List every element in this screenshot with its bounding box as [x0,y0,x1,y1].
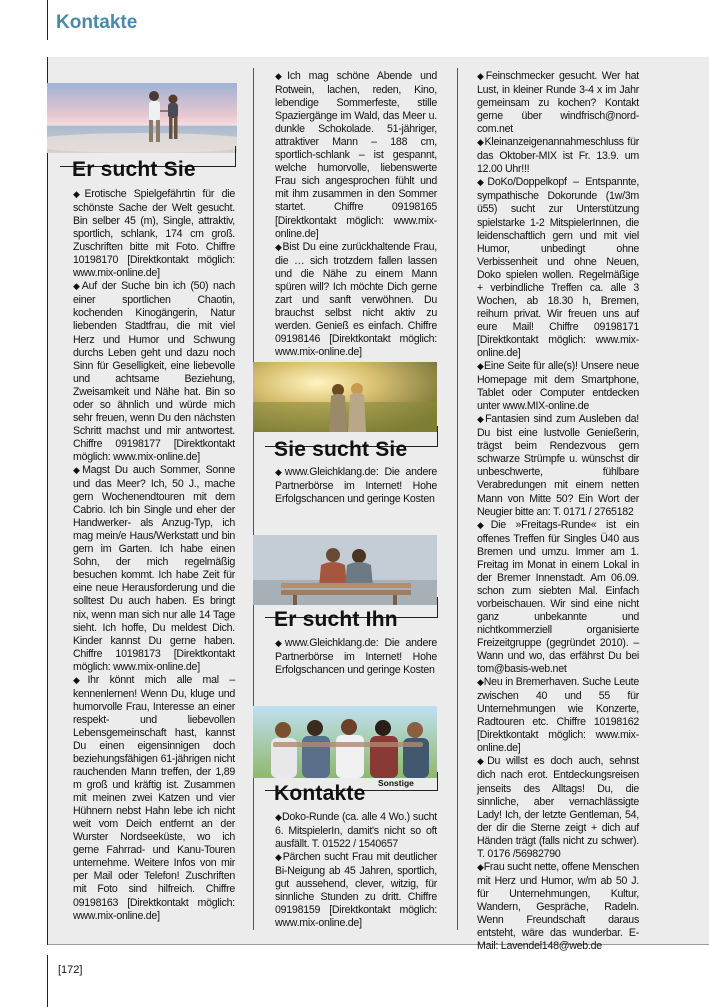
bullet-icon: ◆ [477,862,484,873]
bullet-icon: ◆ [275,853,283,864]
bullet-icon: ◆ [477,757,488,768]
ad-item: ◆Eine Seite für alle(s)! Unsere neue Homepage mit dem Smartphone, Tablet oder Computer entdecken unter www.MIX-online.de [477,360,639,413]
ad-item: ◆Frau sucht nette, offene Menschen mit Herz und Humor, w/m ab 50 J. für Unternehmungen, Kultur, Wandern, Gespräche, Radeln. Wenn Freundschaft daraus entsteht, wäre das wunderbar. E-Mail: Lavendel148@web.de [477,860,639,953]
bullet-icon: ◆ [477,520,491,531]
bullet-icon: ◆ [275,242,283,253]
bullet-icon: ◆ [73,282,82,293]
friends-group-photo [253,706,437,778]
column-3-ads [477,70,639,953]
bullet-icon: ◆ [275,468,285,478]
column-2-ihn-ads [275,637,437,677]
ad-item: ◆Doko-Runde (ca. alle 4 Wo.) sucht 6. MitspielerIn, damit's nicht so oft ausfällt. T. 01522 / 1540657 [275,811,437,851]
bullet-icon: ◆ [73,675,88,686]
bullet-icon: ◆ [275,813,282,823]
ad-item: ◆Neu in Bremerhaven. Suche Leute zwischen 40 und 55 für Unternehmungen wie Konzerte, Radtouren etc. Chiffre 10198162 [Direktkontakt möglich: www.mix-online.de] [477,676,639,755]
ad-item: ◆Magst Du auch Sommer, Sonne und das Meer? Ich, 50 J., mache gern Wochenendtouren mit dem Cabrio. Ich bin Single und eher der Handwerker- als Anzug-Typ, ich mag mein/e Haus/Werkstatt und bin gern im Garten. Ich habe einen Sohn, der mich regelmäßig besuchen kommt. Ich habe Zeit für eine neue Herausforderung und die solltest Du auch haben. Es bringt nix, wenn man sich nur alle 14 Tage sieht. Ich hoffe, Du meldest Dich. Kinder kannst Du gerne haben. Chiffre 10198173 [Direktkontakt möglich: www.mix-online.de] [73,463,236,673]
couple-beach-photo [47,83,237,153]
two-women-field-photo [253,362,437,432]
ad-item: ◆Kleinanzeigenannahmeschluss für das Oktober-MIX ist Fr. 13.9. um 12.00 Uhr!!! [477,136,639,176]
margin-rule-bottom [47,955,48,1007]
ad-item: ◆Auf der Suche bin ich (50) nach einer sportlichen Chaotin, kochenden Kinogängerin, Natur liebenden Stadtfrau, die mit viel Herz und Humor und Schwung durchs Leben geht und dazu noch Sinn für Geselligkeit, eine liebevolle und achtsame Beziehung, Zweisamkeit und Nähe hat. Bin so oder so ähnlich und würde mich sehr freuen, wenn Du den nächsten Schritt machst und mir antwortest. Chiffre 09198177 [Direktkontakt möglich: www.mix-online.de] [73,280,236,463]
ad-item: ◆Die »Freitags-Runde« ist ein offenes Treffen für Singles Ü40 aus Bremen und umzu. Immer am 1. Freitag im Monat in einem Lokal in der Bremer Innenstadt. Am 06.09. schon zum siebten Mal. Einfach vorbeischauen. Wir sind eine nicht ganz unbekannte und nichtkommerziell organisierte Freizeitgruppe (gegründet 2010). – Wann und wo, das erfährst Du bei tom@basis-web.net [477,518,639,676]
ad-item: ◆Ich mag schöne Abende und Rotwein, lachen, reden, Kino, lebendige Sommerfeste, stille Spaziergänge im Wald, das Meer u. dunkle Schokolade. 51-jähriger, attraktiver Mann – 188 cm, sportlich-schlank – ist gespannt, welche humorvolle, liebenswerte Frau sich angesprochen fühlt und mit ihm zusammen in den Sommer startet. Chiffre 09198165 [Direktkontakt möglich: www.mix-online.de] [275,70,438,240]
ad-item: ◆www.Gleichklang.de: Die andere Partnerbörse im Internet! Hohe Erfolgschancen und geringe Kosten [275,637,438,677]
bullet-icon: ◆ [73,190,85,200]
bullet-icon: ◆ [477,415,486,426]
bullet-icon: ◆ [73,465,83,476]
column-divider-1 [253,68,254,930]
bullet-icon: ◆ [477,362,485,373]
column-2-sie-ads [275,466,437,506]
section-heading-sie-sucht-sie: Sie sucht Sie [274,438,408,461]
column-2-kontakte-ads [275,811,437,930]
ad-item: ◆www.Gleichklang.de: Die andere Partnerbörse im Internet! Hohe Erfolgschancen und geringe Kosten [275,466,438,506]
bullet-icon: ◆ [275,72,288,82]
bullet-icon: ◆ [477,138,485,149]
ad-item: ◆DoKo/Doppelkopf – Entspannte, sympathische Dokorunde (1w/3m ü55) sucht zur Unterstützung spielstarke 1-2 MitspielerInnen, die leidenschaftlich gern und mit viel Humor, unbedingt ohne Verbissenheit und ohne Neuen, Doko spielen wollen. Regelmäßige + verbindliche Treffen ca. alle 3 Wochen, ab 18.30 h, Bremen, reihum privat. Wir freuen uns auf eure Mail! Chiffre 09198171 [Direktkontakt möglich: www.mix-online.de] [477,176,640,359]
ad-item: ◆Erotische Spielgefährtin für die schönste Sache der Welt gesucht. Bin selber 45 (m), Single, attraktiv, sportlich, schlank, 174 cm groß. Zuschriften bitte mit Foto. Chiffre 10198170 [Direktkontakt möglich: www.mix-online.de] [73,188,235,280]
men-bench-photo [253,535,437,605]
page-number: [172] [58,964,83,976]
bullet-icon: ◆ [275,639,285,649]
page-title: Kontakte [56,12,138,33]
ad-item: ◆Fantasien sind zum Ausleben da! Du bist eine lustvolle Genießerin, trägst beim Rendezvous gern schwarze Strümpfe u. wünschst dir unbeschwerte, fühlbare Verabredungen mit einem netten Mann von Mitte 50? Ein Wort der Neugier bitte an: T. 0171 / 2765182 [477,413,640,518]
section-heading-er-sucht-sie: Er sucht Sie [72,158,196,181]
ad-item: ◆Du willst es doch auch, sehnst dich nach erot. Entdeckungsreisen jenseits des Alltags! Du, die sinnliche, aber vernachlässigte Lady! Ich, der letzte Gentleman, 54, der dir die Sterne zeigt + dich auf Händen trägt (falls nicht zu schwer). T. 0176 /56982790 [477,755,640,860]
margin-rule-top [47,0,48,40]
column-2-top-ads [275,70,437,359]
margin-rule-main [47,57,48,945]
column-1-ads [73,188,235,923]
ad-item: ◆Feinschmecker gesucht. Wer hat Lust, in kleiner Runde 3-4 x im Jahr gemeinsam zu kochen? Kontakt gerne über windfrisch@nord-com.net [477,70,640,136]
section-heading-kontakte: Kontakte [274,782,366,805]
column-divider-2 [457,68,458,930]
ad-item: ◆Pärchen sucht Frau mit deutlicher Bi-Neigung ab 45 Jahren, sportlich, gut aussehend, clever, witzig, für sinnliche Stunden zu dritt. Chiffre 09198159 [Direktkontakt möglich: www.mix-online.de] [275,851,438,930]
bullet-icon: ◆ [477,678,484,689]
bullet-icon: ◆ [477,178,488,189]
section-heading-er-sucht-ihn: Er sucht Ihn [274,608,398,631]
section-subheading-sonstige: Sonstige [378,778,414,788]
ad-item: ◆Bist Du eine zurückhaltende Frau, die … sich trotzdem fallen lassen und die Nähe zu einem Mann spüren will? Ich möchte Dich gerne zart und sanft verwöhnen. Du brauchst selbst nicht aktiv zu werden. Genieß es einfach. Chiffre 09198146 [Direktkontakt möglich: www.mix-online.de] [275,240,437,358]
ad-item: ◆Ihr könnt mich alle mal – kennenlernen! Wenn Du, kluge und humorvolle Frau, Interesse an einer respekt- und liebevollen Lebensgemeinschaft hast, kannst Du einen eigensinnigen doch beziehungsfähigen 61-jährigen nicht rauchenden Mann treffen, der 1,89 m groß und kräftig ist. Zusammen mit meinen zwei Katzen und vier Hühnern nebst Hahn lebe ich nicht weit vom Deich entfernt an der Wurster Nordseeküste, wo ich gerne Fahrrad- und Kanu-Touren unternehme. Weitere Infos von mir per Mail oder Telefon! Zuschriften mit Foto sind hilfreich. Chiffre 09198163 [Direktkontakt möglich: www.mix-online.de] [73,673,235,922]
bullet-icon: ◆ [477,72,486,82]
